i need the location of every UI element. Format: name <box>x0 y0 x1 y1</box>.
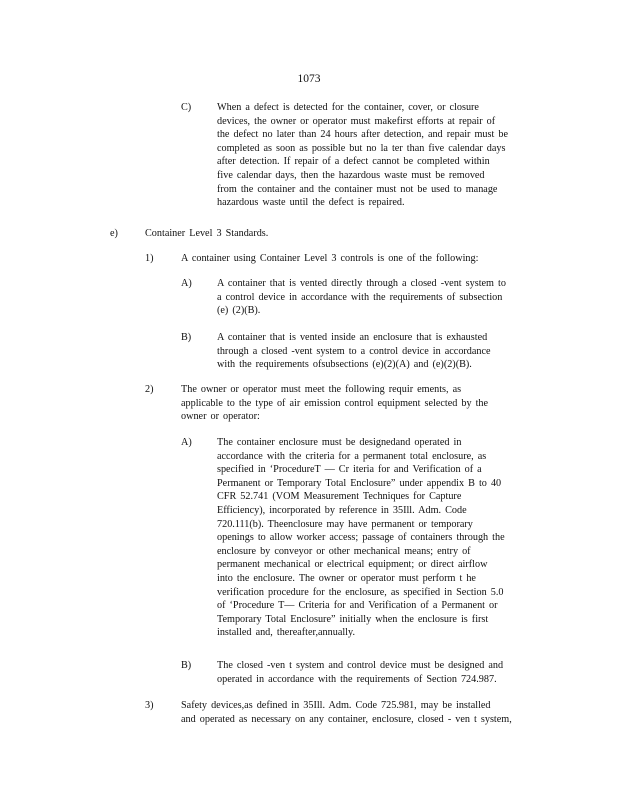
text-line: Safety devices,as defined in 35Ill. Adm. Code 725.981, may be installed <box>181 700 491 711</box>
text-line: through a closed -vent system to a control device in accordance <box>217 345 491 357</box>
item-label-3: 3) <box>145 700 154 711</box>
paragraph-c-defect-repair <box>217 101 542 210</box>
paragraph-1a <box>217 277 506 318</box>
text-line: hazardous waste until the defect is repaired. <box>217 197 405 209</box>
item-label-1a: A) <box>181 278 192 289</box>
text-line: When a defect is detected for the container, cover, or closure <box>217 102 479 113</box>
text-line: accordance with the criteria for a permanent total enclosure, as <box>217 450 487 462</box>
text-line: openings to allow worker access; passage of containers through the <box>217 532 505 544</box>
text-line: (e) (2)(B). <box>217 305 261 317</box>
text-line: of ‘Procedure T— Criteria for and Verification of a Permanent or <box>217 600 498 612</box>
text-line: Efficiency), incorporated by reference in 35Ill. Adm. Code <box>217 504 467 516</box>
text-line: after detection. If repair of a defect cannot be completed within <box>217 156 490 168</box>
text-line: a control device in accordance with the requirements of subsection <box>217 291 503 303</box>
text-line: CFR 52.741 (VOM Measurement Techniques for Capture <box>217 491 462 503</box>
text-line: and operated as necessary on any container, enclosure, closed - ven t system, <box>181 713 512 725</box>
text-line: Temporary Total Enclosure” initially when the enclosure is first <box>217 613 489 625</box>
text-line: with the requirements ofsubsections (e)(2)(A) and (e)(2)(B). <box>217 359 472 371</box>
text-line: specified in ‘ProcedureT — Cr iteria for and Verification of a <box>217 464 482 476</box>
text-line: into the enclosure. The owner or operator must perform t he <box>217 572 476 584</box>
paragraph-2a-enclosure <box>217 436 505 640</box>
text-line: A container using Container Level 3 controls is one of the following: <box>181 253 479 264</box>
text-line: Permanent or Temporary Total Enclosure” under appendix B to 40 <box>217 477 502 489</box>
paragraph-2 <box>181 383 488 424</box>
text-line: permanent mechanical or electrical equipment; or direct airflow <box>217 559 488 571</box>
paragraph-1 <box>181 252 478 266</box>
text-line: operated in accordance with the requirements of Section 724.987. <box>217 673 497 685</box>
text-line: The owner or operator must meet the following requir ements, as <box>181 384 462 395</box>
item-label-c: C) <box>181 102 192 113</box>
text-line: enclosure by conveyor or other mechanical means; entry of <box>217 545 471 557</box>
text-line: The container enclosure must be designedand operated in <box>217 437 462 448</box>
text-line: the defect no later than 24 hours after detection, and repair must be <box>217 129 508 141</box>
item-label-1: 1) <box>145 253 154 264</box>
item-label-2: 2) <box>145 384 154 395</box>
text-line: completed as soon as possible but no la ter than five calendar days <box>217 142 506 154</box>
item-label-1b: B) <box>181 332 192 343</box>
text-line: five calendar days, then the hazardous waste must be removed <box>217 169 485 181</box>
text-line: applicable to the type of air emission control equipment selected by the <box>181 397 489 409</box>
text-line: verification procedure for the enclosure, as specified in Section 5.0 <box>217 586 504 598</box>
text-line: A container that is vented inside an enclosure that is exhausted <box>217 332 488 343</box>
paragraph-2b <box>217 659 503 686</box>
text-line: Container Level 3 Standards. <box>145 228 269 239</box>
text-line: installed and, thereafter,annually. <box>217 627 355 639</box>
section-label-e: e) <box>110 228 118 239</box>
text-line: from the container and the container must not be used to manage <box>217 183 498 195</box>
text-line: owner or operator: <box>181 411 260 423</box>
paragraph-3-safety-devices <box>181 699 512 726</box>
item-label-2a: A) <box>181 437 192 448</box>
section-heading-container-level-3 <box>145 227 268 241</box>
page-number: 1073 <box>297 73 321 85</box>
text-line: The closed -ven t system and control device must be designed and <box>217 660 504 671</box>
text-line: A container that is vented directly through a closed -vent system to <box>217 278 506 289</box>
paragraph-1b <box>217 331 491 372</box>
item-label-2b: B) <box>181 660 192 671</box>
text-line: 720.111(b). Theenclosure may have permanent or temporary <box>217 518 473 530</box>
text-line: devices, the owner or operator must makefirst efforts at repair of <box>217 115 496 127</box>
